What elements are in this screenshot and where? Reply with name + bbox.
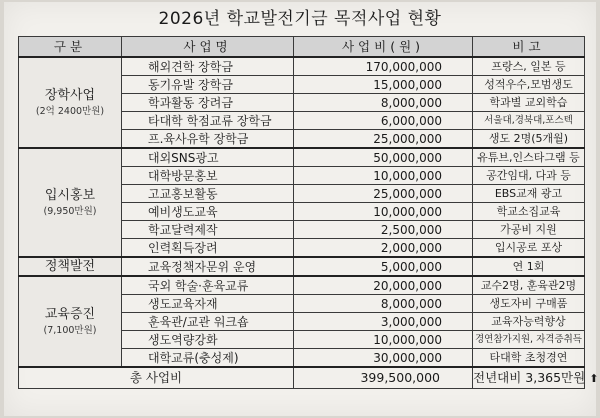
project-cost: 170,000,000 [294,57,473,76]
table-row [19,148,585,167]
project-name: 대학교류(충성제) [122,349,294,368]
project-name: 생도역량강화 [122,331,294,349]
header-row [19,37,585,58]
project-note: 가공비 지원 [473,221,585,239]
project-name: 훈육관/교관 워크숍 [122,313,294,331]
header-category: 구분 [19,37,122,58]
project-cost: 5,000,000 [294,257,473,276]
project-cost: 10,000,000 [294,167,473,185]
project-note: EBS교재 광고 [473,185,585,203]
total-note-text: 전년대비 3,365만원 [473,369,586,385]
project-cost: 20,000,000 [294,276,473,295]
category-cell-scholarship [19,57,122,148]
project-cost: 15,000,000 [294,76,473,94]
category-name: 교육증진 [44,306,96,322]
arrow-up-icon: ⬆ [589,371,599,385]
total-row [19,367,585,389]
project-note: 프랑스, 일본 등 [473,57,585,76]
category-name: 입시홍보 [44,187,96,203]
category-name: 장학사업 [44,87,96,103]
project-cost: 6,000,000 [294,112,473,130]
project-note: 서울대,경북대,포스텍 [473,112,585,130]
project-note: 학과별 교외학습 [473,94,585,112]
project-name: 대외SNS광고 [122,148,294,167]
category-cell-policy: 정책발전 [19,257,122,276]
total-amount: 399,500,000 [294,367,473,389]
project-cost: 10,000,000 [294,203,473,221]
project-name: 인력획득장려 [122,239,294,258]
project-cost: 8,000,000 [294,94,473,112]
project-cost: 3,000,000 [294,313,473,331]
table-row [19,57,585,76]
project-name: 생도교육자재 [122,295,294,313]
project-note: 성적우수,모범생도 [473,76,585,94]
project-note: 타대학 초청경연 [473,349,585,368]
project-name: 고교홍보활동 [122,185,294,203]
project-note: 연 1회 [473,257,585,276]
page-title: 2026년 학교발전기금 목적사업 현황 [158,9,442,29]
project-cost: 25,000,000 [294,185,473,203]
project-note: 학교소집교육 [473,203,585,221]
project-note: 생도 2명(5개월) [473,130,585,149]
project-name: 타대학 학점교류 장학금 [122,112,294,130]
project-cost: 8,000,000 [294,295,473,313]
project-cost: 10,000,000 [294,331,473,349]
category-cell-education [19,276,122,367]
project-cost: 25,000,000 [294,130,473,149]
project-table [18,36,599,389]
project-note: 입시공로 포상 [473,239,585,258]
project-name: 교육정책자문위 운영 [122,257,294,276]
total-label: 총 사업비 [19,367,294,389]
project-cost: 2,500,000 [294,221,473,239]
project-cost: 50,000,000 [294,148,473,167]
category-cell-admissions [19,148,122,257]
header-project: 사업명 [122,37,294,58]
project-note: 교수2명, 훈육관2명 [473,276,585,295]
project-name: 학과활동 장려금 [122,94,294,112]
project-cost: 2,000,000 [294,239,473,258]
project-name: 학교달력제작 [122,221,294,239]
project-note: 교육자능력향상 [473,313,585,331]
category-budget: (9,950만원) [43,205,97,217]
category-budget: (7,100만원) [43,324,97,336]
header-cost: 사업비(원) [294,37,473,58]
project-name: 동기유발 장학금 [122,76,294,94]
table-row [19,276,585,295]
category-budget: (2억 2400만원) [35,105,105,117]
project-note: 경연참가지원, 자격증취득 [473,331,585,349]
project-note: 공간임대, 다과 등 [473,167,585,185]
table-row [19,257,585,276]
total-note [473,367,599,389]
project-cost: 30,000,000 [294,349,473,368]
project-name: 프.육사유학 장학금 [122,130,294,149]
project-name: 국외 학술·훈육교류 [122,276,294,295]
project-name: 해외견학 장학금 [122,57,294,76]
project-name: 대학방문홍보 [122,167,294,185]
project-name: 예비생도교육 [122,203,294,221]
project-note: 생도자비 구매품 [473,295,585,313]
project-note: 유튜브,인스타그램 등 [473,148,585,167]
header-note: 비고 [473,37,585,58]
document-page [4,2,599,416]
